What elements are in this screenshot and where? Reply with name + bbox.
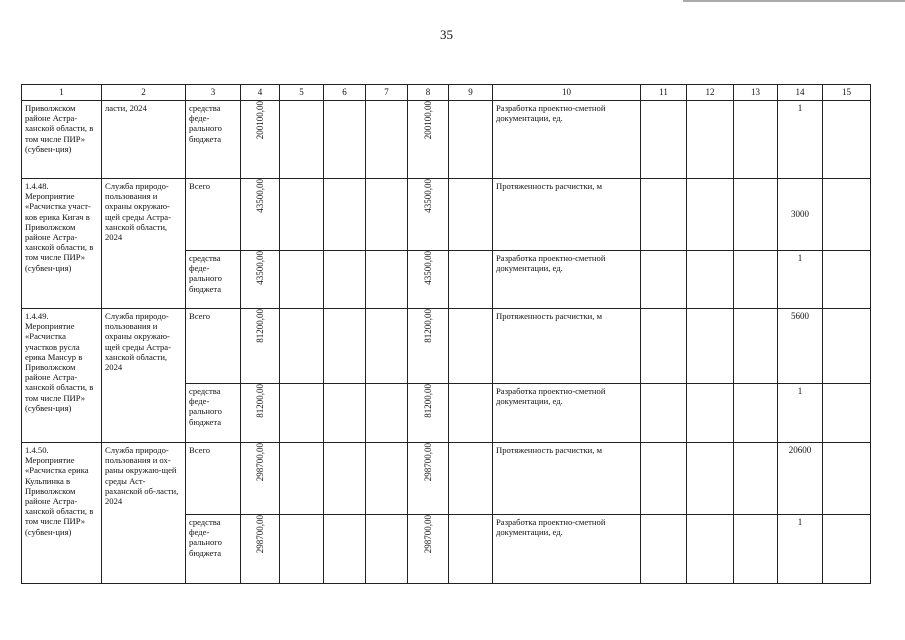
indicator-value: 1 (778, 251, 823, 309)
measure-name: Приволжском районе Астра-ханской области, в том числе ПИР» (субвен-ция) (22, 101, 102, 179)
measure-name: 1.4.49. Мероприятие «Расчистка участков русла ерика Мансур в Приволжском районе Астра-ханской области, в том числе ПИР» (субвен-ция) (22, 309, 102, 443)
indicator: Разработка проектно-сметной документации, ед. (493, 251, 641, 309)
amount-col8: 81200,00 (408, 309, 449, 384)
header-cell: 9 (449, 85, 493, 101)
funding-source: средства феде-рального бюджета (186, 515, 241, 584)
header-cell: 12 (687, 85, 734, 101)
indicator-value: 3000 (778, 179, 823, 251)
measure-name: 1.4.48. Мероприятие «Расчистка участ-ков ерика Кигач в Приволжском районе Астра-ханской области, в том числе ПИР» (субвен-ция) (22, 179, 102, 309)
header-cell: 6 (324, 85, 366, 101)
executor: Служба природо-пользования и охраны окружаю-щей среды Астра-ханской области, 2024 (102, 179, 186, 309)
funding-source: средства феде-рального бюджета (186, 251, 241, 309)
budget-table (21, 84, 871, 584)
header-row (22, 85, 871, 101)
header-cell: 10 (493, 85, 641, 101)
funding-source: Всего (186, 179, 241, 251)
amount-col4: 298700,00 (241, 443, 280, 515)
header-cell: 15 (823, 85, 871, 101)
indicator-value: 1 (778, 101, 823, 179)
indicator: Разработка проектно-сметной документации, ед. (493, 515, 641, 584)
header-cell: 8 (408, 85, 449, 101)
indicator: Протяженность расчистки, м (493, 179, 641, 251)
indicator: Протяженность расчистки, м (493, 443, 641, 515)
header-cell: 11 (641, 85, 687, 101)
indicator-value: 1 (778, 515, 823, 584)
measure-name: 1.4.50. Мероприятие «Расчистка ерика Кульпинка в Приволжском районе Астра-ханской области, в том числе ПИР» (субвен-ция) (22, 443, 102, 584)
indicator-value: 5600 (778, 309, 823, 384)
header-cell: 4 (241, 85, 280, 101)
table-row (22, 443, 871, 515)
header-cell: 2 (102, 85, 186, 101)
amount-col8: 43500,00 (408, 179, 449, 251)
funding-source: средства феде-рального бюджета (186, 101, 241, 179)
indicator: Протяженность расчистки, м (493, 309, 641, 384)
amount-col4: 43500,00 (241, 179, 280, 251)
amount-col8: 298700,00 (408, 443, 449, 515)
header-cell: 5 (280, 85, 324, 101)
table-row (22, 179, 871, 251)
funding-source: Всего (186, 309, 241, 384)
indicator-value: 20600 (778, 443, 823, 515)
top-rule (683, 0, 905, 2)
header-cell: 13 (734, 85, 778, 101)
page-number: 35 (440, 27, 453, 42)
executor: ласти, 2024 (102, 101, 186, 179)
amount-col4: 298700,00 (241, 515, 280, 584)
indicator: Разработка проектно-сметной документации, ед. (493, 384, 641, 443)
amount-col8: 298700,00 (408, 515, 449, 584)
amount-col4: 81200,00 (241, 309, 280, 384)
indicator: Разработка проектно-сметной документации, ед. (493, 101, 641, 179)
header-cell: 1 (22, 85, 102, 101)
funding-source: средства феде-рального бюджета (186, 384, 241, 443)
amount-col8: 43500,00 (408, 251, 449, 309)
executor: Служба природо-пользования и ох-раны окружаю-щей среды Аст-раханской об-ласти, 2024 (102, 443, 186, 584)
amount-col8: 200100,00 (408, 101, 449, 179)
table-row (22, 309, 871, 384)
header-cell: 14 (778, 85, 823, 101)
funding-source: Всего (186, 443, 241, 515)
table-row (22, 101, 871, 179)
amount-col4: 200100,00 (241, 101, 280, 179)
header-cell: 7 (366, 85, 408, 101)
indicator-value: 1 (778, 384, 823, 443)
amount-col8: 81200,00 (408, 384, 449, 443)
amount-col4: 43500,00 (241, 251, 280, 309)
header-cell: 3 (186, 85, 241, 101)
executor: Служба природо-пользования и охраны окружаю-щей среды Астра-ханской области, 2024 (102, 309, 186, 443)
amount-col4: 81200,00 (241, 384, 280, 443)
